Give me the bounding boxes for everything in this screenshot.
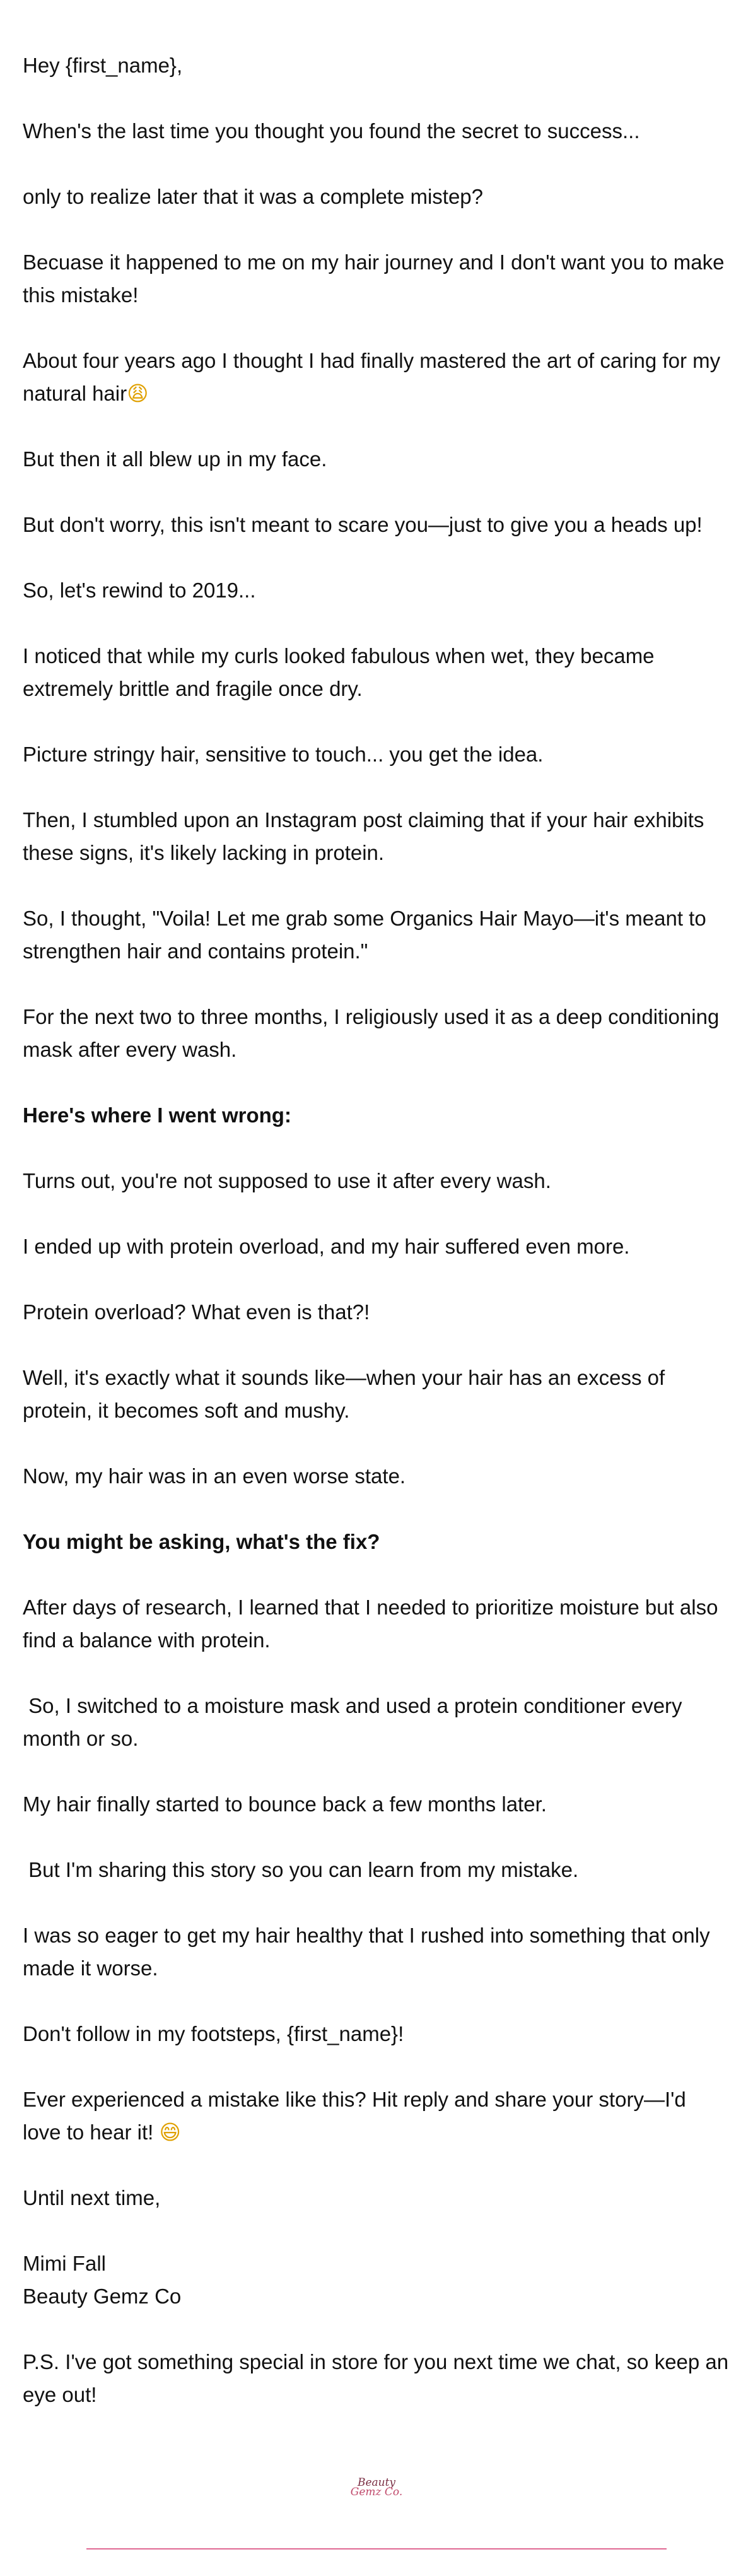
paragraph: Now, my hair was in an even worse state. — [23, 1464, 406, 1488]
paragraph: Protein overload? What even is that?! — [23, 1300, 370, 1324]
paragraph: I noticed that while my curls looked fabulous when wet, they became extremely brittle and fragile once dry. — [23, 644, 655, 700]
paragraph-text: About four years ago I thought I had finally mastered the art of caring for my natural hair — [23, 349, 721, 405]
paragraph: But then it all blew up in my face. — [23, 447, 327, 471]
paragraph: Becuase it happened to me on my hair journey and I don't want you to make this mistake! — [23, 250, 725, 307]
paragraph: Well, it's exactly what it sounds like—when your hair has an excess of protein, it becomes soft and mushy. — [23, 1366, 665, 1422]
smiling-face-icon: 😄 — [159, 2120, 181, 2144]
signature-name: Mimi Fall — [23, 2252, 106, 2275]
section-heading: You might be asking, what's the fix? — [23, 1530, 380, 1553]
signature-company: Beauty Gemz Co — [23, 2285, 182, 2308]
weary-face-icon: 😩 — [127, 381, 149, 406]
paragraph: After days of research, I learned that I needed to prioritize moisture but also find a balance with protein. — [23, 1596, 718, 1652]
paragraph: Then, I stumbled upon an Instagram post claiming that if your hair exhibits these signs, it's likely lacking in protein. — [23, 808, 704, 864]
postscript: P.S. I've got something special in store for you next time we chat, so keep an eye out! — [23, 2350, 729, 2406]
paragraph: I was so eager to get my hair healthy that I rushed into something that only made it worse. — [23, 1924, 710, 1980]
paragraph: But I'm sharing this story so you can learn from my mistake. — [23, 1858, 579, 1881]
paragraph: only to realize later that it was a complete mistep? — [23, 185, 484, 208]
footer-divider — [86, 2548, 667, 2550]
logo-line-1: Beauty — [357, 2476, 396, 2489]
paragraph: But don't worry, this isn't meant to scare you—just to give you a heads up! — [23, 513, 703, 536]
paragraph: Turns out, you're not supposed to use it after every wash. — [23, 1169, 551, 1192]
paragraph — [23, 344, 729, 410]
paragraph: Picture stringy hair, sensitive to touch... you get the idea. — [23, 743, 544, 766]
paragraph — [23, 2083, 729, 2149]
paragraph: So, let's rewind to 2019... — [23, 579, 256, 602]
sign-off: Until next time, — [23, 2186, 161, 2209]
paragraph: My hair finally started to bounce back a few months later. — [23, 1792, 547, 1816]
paragraph: When's the last time you thought you found the secret to success... — [23, 119, 640, 143]
logo-line-2: Gemz Co. — [350, 2486, 403, 2498]
paragraph-text: Ever experienced a mistake like this? Hit reply and share your story—I'd love to hear it! — [23, 2088, 692, 2144]
paragraph: So, I switched to a moisture mask and used a protein conditioner every month or so. — [23, 1694, 688, 1750]
email-body — [23, 49, 729, 2444]
paragraph: I ended up with protein overload, and my hair suffered even more. — [23, 1235, 630, 1258]
paragraph: Don't follow in my footsteps, {first_name}! — [23, 2022, 404, 2045]
paragraph: So, I thought, "Voila! Let me grab some Organics Hair Mayo—it's meant to strengthen hair and contains protein." — [23, 907, 706, 963]
beauty-gemz-logo — [0, 2478, 753, 2497]
paragraph: For the next two to three months, I religiously used it as a deep conditioning mask after every wash. — [23, 1005, 720, 1061]
signature — [23, 2247, 729, 2313]
section-heading: Here's where I went wrong: — [23, 1103, 291, 1127]
greeting: Hey {first_name}, — [23, 54, 183, 77]
